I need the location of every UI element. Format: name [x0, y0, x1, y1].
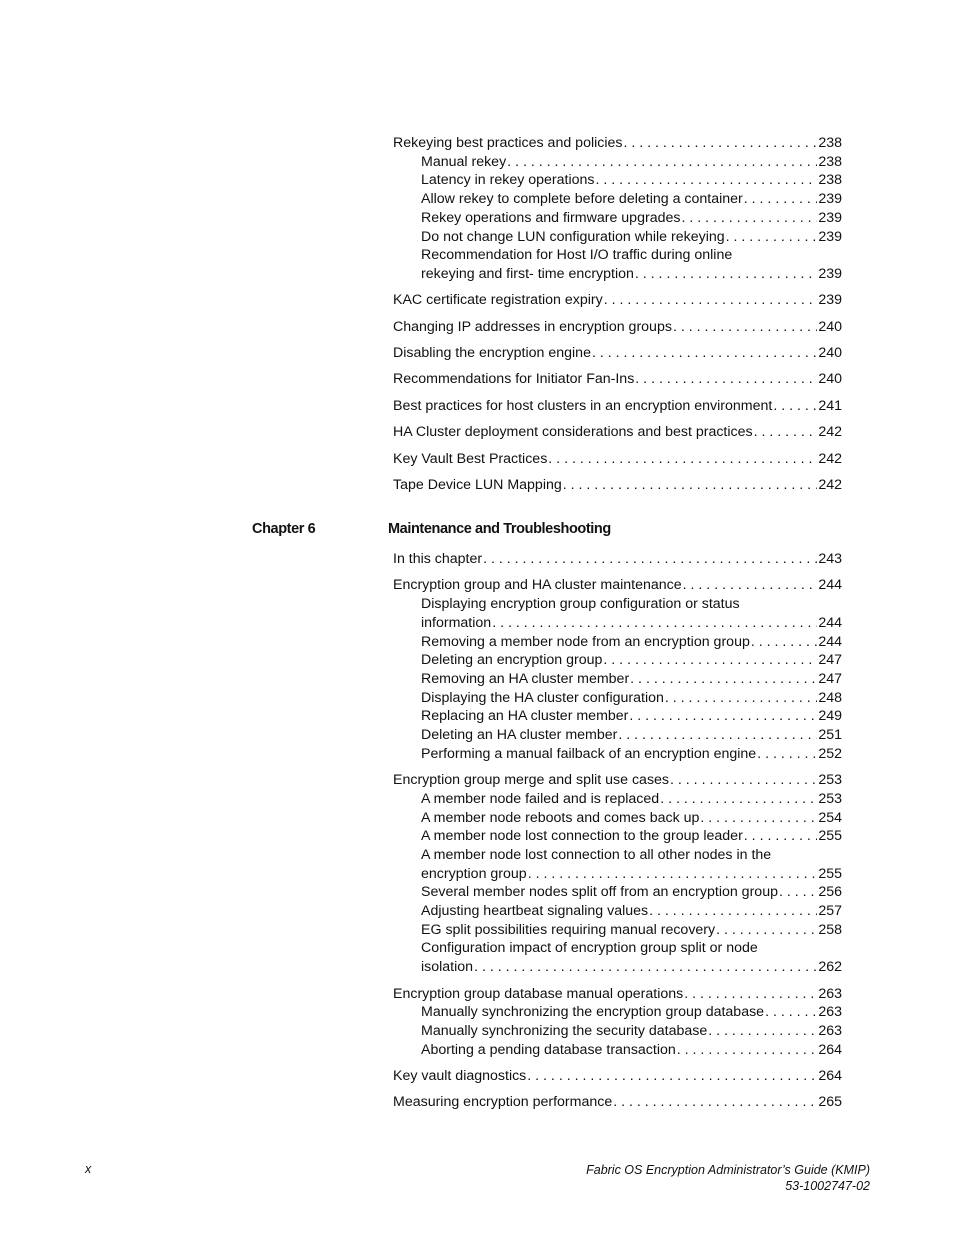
dot-leader [624, 134, 818, 153]
toc-entry-text-line1: Configuration impact of encryption group split or node [421, 940, 758, 957]
toc-entry-page: 242 [818, 450, 842, 467]
toc-entry[interactable] [393, 423, 842, 442]
dot-leader [492, 614, 817, 633]
toc-entry[interactable] [393, 228, 842, 247]
toc-entry[interactable] [393, 291, 842, 310]
toc-entry[interactable] [393, 790, 842, 809]
toc-entry-text: Encryption group database manual operations [393, 985, 684, 1002]
toc-entry-text: Allow rekey to complete before deleting a container [421, 191, 743, 208]
toc-entry-text-line1: Displaying encryption group configuration or status [421, 596, 740, 613]
chapter-title: Maintenance and Troubleshooting [388, 521, 611, 537]
toc-entry[interactable] [393, 745, 842, 764]
toc-entry[interactable] [393, 595, 842, 632]
chapter-label: Chapter 6 [252, 521, 316, 537]
dot-leader [474, 958, 817, 977]
dot-leader [677, 1041, 818, 1060]
toc-entry-text: Deleting an encryption group [421, 652, 603, 669]
toc-entry[interactable] [393, 670, 842, 689]
toc-entry-text: Key Vault Best Practices [393, 450, 548, 467]
dot-leader [604, 291, 818, 310]
dot-leader [592, 344, 817, 363]
toc-entry-text: Disabling the encryption engine [393, 345, 591, 362]
toc-entry[interactable] [393, 707, 842, 726]
toc-entry[interactable] [393, 809, 842, 828]
toc-entry-page: 252 [818, 745, 842, 762]
toc-entry[interactable] [393, 921, 842, 940]
toc-entry[interactable] [393, 576, 842, 595]
toc-entry-text: rekeying and first- time encryption [421, 265, 634, 282]
toc-entry-text: Latency in rekey operations [421, 172, 595, 189]
toc-entry-page: 240 [818, 345, 842, 362]
toc-entry-text: Aborting a pending database transaction [421, 1041, 676, 1058]
toc-entry-page: 238 [818, 135, 842, 151]
dot-leader [660, 790, 817, 809]
dot-leader [635, 370, 817, 389]
toc-entry[interactable] [393, 370, 842, 389]
toc-entry-page: 257 [818, 903, 842, 920]
toc-entry-text: Deleting an HA cluster member [421, 727, 618, 744]
toc-entry-page: 240 [818, 371, 842, 388]
toc-entry[interactable] [393, 651, 842, 670]
toc-entry-page: 244 [818, 614, 842, 631]
dot-leader [754, 423, 818, 442]
toc-entry-text: A member node failed and is replaced [421, 790, 660, 807]
toc-entry-text: Performing a manual failback of an encryption engine [421, 745, 757, 762]
toc-entry-page: 256 [818, 884, 842, 901]
toc-section-rekeying [393, 134, 842, 495]
dot-leader [779, 883, 817, 902]
dot-leader [683, 576, 818, 595]
dot-leader [744, 827, 818, 846]
toc-entry-page: 263 [818, 985, 842, 1002]
toc-entry[interactable] [393, 190, 842, 209]
toc-entry-page: 258 [818, 921, 842, 938]
toc-entry-page: 238 [818, 153, 842, 170]
toc-entry-text: KAC certificate registration expiry [393, 292, 603, 309]
dot-leader [681, 209, 817, 228]
toc-entry[interactable] [393, 171, 842, 190]
dot-leader [673, 318, 817, 337]
toc-entry-page: 239 [818, 228, 842, 245]
toc-entry[interactable] [393, 344, 842, 363]
dot-leader [528, 865, 818, 884]
toc-entry-page: 247 [818, 670, 842, 687]
toc-entry-text: Encryption group merge and split use cases [393, 772, 670, 789]
toc-entry-text: Do not change LUN configuration while rekeying [421, 228, 725, 245]
dot-leader [649, 902, 817, 921]
toc-entry-page: 251 [818, 727, 842, 744]
toc-entry-text: Best practices for host clusters in an encryption environment [393, 397, 773, 414]
toc-entry-text: Removing an HA cluster member [421, 670, 630, 687]
toc-entry-page: 255 [818, 865, 842, 882]
toc-entry-page: 253 [818, 790, 842, 807]
dot-leader [483, 550, 817, 569]
toc-entry-page: 253 [818, 772, 842, 789]
toc-entry[interactable] [393, 397, 842, 416]
toc-entry[interactable] [393, 318, 842, 337]
toc-entry[interactable] [393, 939, 842, 976]
toc-entry[interactable] [393, 153, 842, 172]
toc-entry-text: Measuring encryption performance [393, 1094, 613, 1111]
toc-entry[interactable] [393, 450, 842, 469]
toc-entry-text: A member node reboots and comes back up [421, 809, 700, 826]
toc-entry-page: 239 [818, 209, 842, 226]
toc-entry-page: 249 [818, 708, 842, 725]
toc-entry-page: 242 [818, 424, 842, 441]
toc-entry-page: 264 [818, 1068, 842, 1085]
footer-page-number: x [85, 1162, 92, 1176]
toc-entry-page: 242 [818, 477, 842, 494]
toc-entry-text: information [421, 614, 492, 631]
dot-leader [700, 809, 817, 828]
toc-entry-page: 238 [818, 172, 842, 189]
toc-entry[interactable] [393, 827, 842, 846]
toc-entry-text: Encryption group and HA cluster maintenance [393, 577, 682, 594]
toc-entry-page: 244 [818, 633, 842, 650]
toc-entry-text: Several member nodes split off from an encryption group [421, 884, 778, 901]
toc-entry-page: 263 [818, 1004, 842, 1021]
toc-entry-text-line1: Recommendation for Host I/O traffic during online [421, 247, 733, 264]
toc-entry[interactable] [393, 846, 842, 883]
toc-entry[interactable] [393, 902, 842, 921]
toc-entry-text: Displaying the HA cluster configuration [421, 689, 664, 706]
toc-entry[interactable] [393, 209, 842, 228]
toc-entry[interactable] [393, 1067, 842, 1086]
toc-entry-text: isolation [421, 959, 474, 976]
toc-entry[interactable] [393, 1041, 842, 1060]
toc-entry-text: Replacing an HA cluster member [421, 708, 629, 725]
toc-entry-text: Removing a member node from an encryption group [421, 633, 750, 650]
toc-entry-text: Key vault diagnostics [393, 1068, 527, 1085]
dot-leader [618, 726, 817, 745]
dot-leader [596, 171, 818, 190]
toc-entry-text: Tape Device LUN Mapping [393, 477, 562, 494]
toc-entry[interactable] [393, 476, 842, 495]
toc-section-chapter-6 [393, 550, 842, 1112]
dot-leader [635, 265, 817, 284]
toc-entry-page: 255 [818, 828, 842, 845]
toc-entry[interactable] [393, 633, 842, 652]
toc-entry-page: 263 [818, 1022, 842, 1039]
footer-doc-number: 53-1002747-02 [785, 1179, 870, 1193]
toc-entry-page: 248 [818, 689, 842, 706]
toc-entry[interactable] [393, 726, 842, 745]
toc-entry-page: 239 [818, 265, 842, 282]
toc-entry[interactable] [393, 985, 842, 1004]
toc-entry[interactable] [393, 1093, 842, 1112]
toc-entry-page: 243 [818, 551, 842, 567]
dot-leader [630, 670, 817, 689]
dot-leader [613, 1093, 817, 1112]
toc-entry-page: 264 [818, 1041, 842, 1058]
toc-entry[interactable] [393, 550, 842, 569]
toc-entry-page: 265 [818, 1094, 842, 1111]
footer-doc-info [586, 1162, 870, 1194]
toc-entry-text: HA Cluster deployment considerations and best practices [393, 424, 753, 441]
toc-entry-text: In this chapter [393, 551, 483, 567]
dot-leader [548, 450, 817, 469]
toc-entry[interactable] [393, 246, 842, 283]
toc-entry-page: 254 [818, 809, 842, 826]
toc-entry[interactable] [393, 1003, 842, 1022]
toc-entry-page: 239 [818, 292, 842, 309]
toc-entry[interactable] [393, 689, 842, 708]
toc-entry-page: 247 [818, 652, 842, 669]
toc-entry-text-line1: A member node lost connection to all other nodes in the [421, 846, 772, 863]
dot-leader [726, 228, 818, 247]
toc-entry-text: Rekey operations and firmware upgrades [421, 209, 681, 226]
toc-entry-text: Changing IP addresses in encryption groups [393, 318, 672, 335]
toc-entry-page: 239 [818, 191, 842, 208]
toc-entry-page: 262 [818, 959, 842, 976]
toc-entry-page: 240 [818, 318, 842, 335]
toc-entry-text: Manual rekey [421, 153, 507, 170]
toc-entry-page: 244 [818, 577, 842, 594]
dot-leader [751, 633, 817, 652]
dot-leader [744, 190, 818, 209]
toc-entry-text: A member node lost connection to the group leader [421, 828, 743, 845]
toc-entry-text: encryption group [421, 865, 527, 882]
toc-entry[interactable] [393, 134, 842, 153]
dot-leader [716, 921, 817, 940]
dot-leader [507, 153, 817, 172]
toc-entry-text: Recommendations for Initiator Fan-Ins [393, 371, 635, 388]
dot-leader [670, 771, 817, 790]
toc-entry-page: 241 [818, 397, 842, 414]
toc-entry-text: Manually synchronizing the encryption group database [421, 1004, 765, 1021]
dot-leader [708, 1022, 817, 1041]
dot-leader [684, 985, 817, 1004]
toc-entry-text: Manually synchronizing the security database [421, 1022, 708, 1039]
dot-leader [773, 397, 817, 416]
dot-leader [563, 476, 818, 495]
footer-title: Fabric OS Encryption Administrator’s Guide (KMIP) [586, 1163, 870, 1177]
toc-entry[interactable] [393, 771, 842, 790]
dot-leader [629, 707, 817, 726]
toc-entry-text: Rekeying best practices and policies [393, 135, 623, 151]
toc-entry-text: Adjusting heartbeat signaling values [421, 903, 649, 920]
toc-entry-text: EG split possibilities requiring manual recovery [421, 921, 716, 938]
dot-leader [765, 1003, 817, 1022]
dot-leader [665, 689, 817, 708]
dot-leader [603, 651, 817, 670]
dot-leader [527, 1067, 817, 1086]
dot-leader [757, 745, 817, 764]
toc-entry[interactable] [393, 883, 842, 902]
toc-entry[interactable] [393, 1022, 842, 1041]
